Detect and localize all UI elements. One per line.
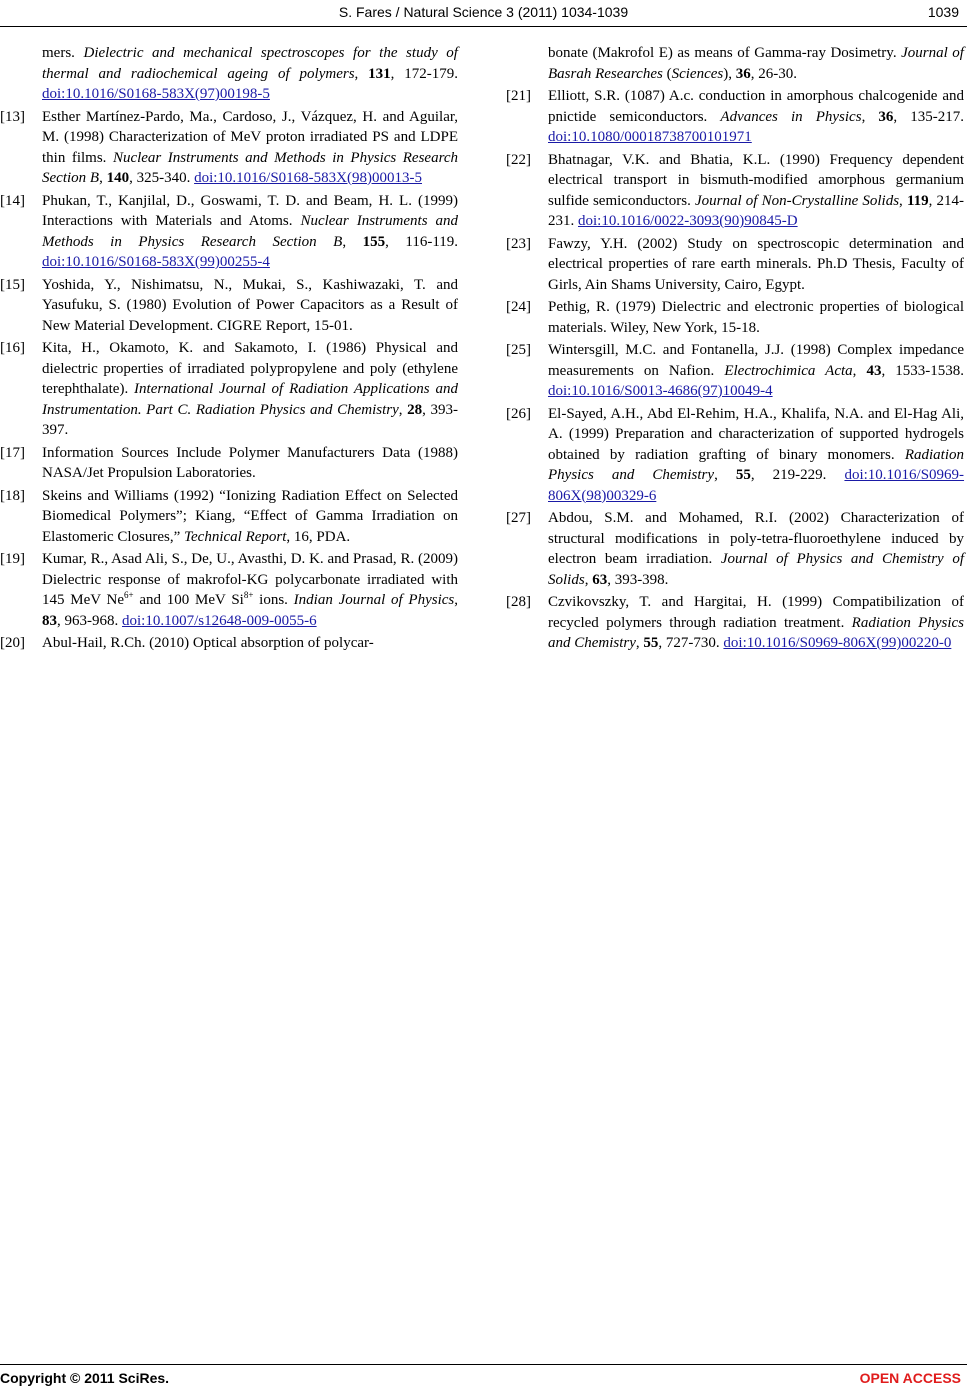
ref-journal-section: Sciences	[671, 65, 724, 82]
ref-authors: Skeins and Williams (1992) “Ionizing Radiation Effect on Selected Biomedical Polymers”; Kiang, “Effect of Gamma Irradiation on Elastomeric Closures,”	[42, 487, 458, 545]
page-footer	[0, 1364, 967, 1389]
ref-text: ,	[342, 233, 363, 250]
ref-pages: , 214-231.	[548, 192, 964, 229]
ref-journal: Technical Report	[184, 528, 287, 545]
ref-volume: 119	[906, 192, 929, 209]
page-number: 1039	[927, 4, 959, 20]
ref-volume: 36	[735, 65, 751, 82]
ref-volume: 36	[878, 108, 894, 125]
copyright-notice: Copyright © 2011 SciRes.	[0, 1370, 170, 1386]
reference-number: [21]	[506, 88, 531, 104]
ref-pages: , 393-398.	[607, 571, 669, 588]
reference-item	[0, 338, 458, 441]
reference-item	[0, 443, 458, 484]
ref-authors: Pethig, R. (1979) Dielectric and electronic properties of biological materials. Wiley, New York, 15-18.	[548, 299, 964, 336]
ref-journal: Journal of Basrah Researches	[548, 45, 964, 82]
reference-number: [18]	[0, 487, 25, 504]
ref-text: ,	[861, 108, 879, 125]
ref-text: mers.	[42, 45, 84, 61]
ref-pages: , 963-968.	[57, 612, 122, 629]
reference-list	[506, 86, 964, 654]
ref-journal: Journal of Non-Crystalline Solids	[694, 192, 900, 209]
ref-text: (	[662, 65, 672, 82]
reference-number: [22]	[506, 151, 531, 168]
doi-link[interactable]: doi:10.1016/S0013-4686(97)10049-4	[548, 383, 773, 399]
ref-authors: Abul-Hail, R.Ch. (2010) Optical absorption of polycar-	[42, 635, 374, 651]
reference-item	[506, 592, 964, 654]
ref-text: ,	[852, 362, 867, 379]
ref-authors: Kita, H., Okamoto, K. and Sakamoto, I. (1986) Physical and dielectric properties of irradiated polypropylene and poly (ethylene terephthalate).	[42, 340, 458, 397]
ref-text: ,	[635, 635, 644, 651]
ref-pages: , 325-340.	[129, 170, 195, 186]
reference-item	[506, 150, 964, 232]
reference-item	[0, 107, 458, 189]
reference-continuation	[0, 43, 458, 105]
ref-text: , 16, PDA.	[286, 528, 351, 545]
ref-text: bonate (Makrofol E) as means of Gamma-ray Dosimetry.	[548, 45, 902, 61]
ref-journal: Nuclear Instruments and Methods in Physics Research Section B	[42, 149, 459, 186]
ref-authors: Abdou, S.M. and Mohamed, R.I. (2002) Characterization of structural modifications in poly-tetra-fluoroethylene induced by electron beam irradiation.	[548, 510, 964, 567]
ref-journal: Radiation Physics and Chemistry	[548, 614, 964, 651]
ref-volume: 63	[592, 571, 608, 588]
ref-pages: , 172-179.	[390, 65, 459, 82]
doi-link[interactable]: doi:10.1016/S0969-806X(98)00329-6	[548, 467, 965, 504]
reference-number: [25]	[506, 342, 531, 358]
doi-link[interactable]: doi:10.1016/S0969-806X(99)00220-0	[723, 635, 952, 651]
ref-volume: 28	[407, 401, 423, 418]
reference-item	[506, 340, 964, 402]
ref-authors: Elliott, S.R. (1087) A.c. conduction in amorphous chalcogenide and pnictide semiconductors.	[548, 88, 964, 125]
reference-number: [20]	[0, 635, 25, 651]
reference-number: [27]	[506, 510, 531, 526]
reference-item	[506, 234, 964, 296]
superscript: 8+	[243, 590, 254, 600]
reference-list	[0, 107, 458, 548]
doi-link[interactable]: doi:10.1016/S0168-583X(99)00255-4	[42, 254, 270, 270]
ref-volume: 131	[368, 65, 391, 82]
ref-authors: Esther Martínez-Pardo, Ma., Cardoso, J., Vázquez, H. and Aguilar, M. (1998) Characterization of MeV proton irradiated PS and LDPE thin films.	[42, 108, 458, 166]
ref-pages: , 26-30.	[750, 65, 797, 82]
ref-volume: 55	[735, 467, 751, 483]
reference-number: [28]	[506, 594, 531, 610]
ref-journal: Electrochimica Acta	[724, 362, 853, 379]
ref-authors: Wintersgill, M.C. and Fontanella, J.J. (1998) Complex impedance measurements on Nafion.	[548, 342, 964, 379]
reference-item	[0, 633, 458, 654]
ref-authors: Fawzy, Y.H. (2002) Study on spectroscopic determination and electrical properties of rare earth minerals. Ph.D Thesis, Faculty of Girls, Ain Shams University, Cairo, Egypt.	[548, 235, 964, 293]
reference-number: [23]	[506, 235, 531, 252]
ref-authors: Czvikovszky, T. and Hargitai, H. (1999) Compatibilization of recycled polymers through radiation treatment.	[548, 594, 964, 631]
reference-item	[0, 549, 458, 631]
reference-continuation	[506, 43, 964, 84]
ref-title-italic: Dielectric and mechanical spectroscopes for the study of thermal and radiochemical ageing of polymers	[42, 45, 458, 82]
ref-authors: Yoshida, Y., Nishimatsu, N., Mukai, S., Kashiwazaki, T. and Yasufuku, S. (1980) Evolution of Power Capacitors as a Result of New Material Development. CIGRE Report, 15-01.	[42, 276, 458, 334]
ref-journal: Radiation Physics and Chemistry	[548, 446, 964, 483]
reference-number: [15]	[0, 276, 25, 293]
ref-authors: Information Sources Include Polymer Manufacturers Data (1988) NASA/Jet Propulsion Laboratories.	[42, 444, 458, 481]
doi-link[interactable]: doi:10.1016/0022-3093(90)90845-D	[578, 213, 798, 229]
reference-item	[506, 508, 964, 590]
ref-text: ,	[398, 401, 408, 418]
ref-text: ),	[723, 65, 736, 82]
running-title: S. Fares / Natural Science 3 (2011) 1034-1039	[338, 4, 629, 20]
reference-number: [24]	[506, 299, 531, 315]
reference-item	[506, 297, 964, 338]
ref-text: ,	[899, 192, 907, 209]
reference-number: [17]	[0, 444, 25, 461]
ref-volume: 83	[42, 612, 57, 629]
left-column	[0, 43, 458, 656]
ref-journal: Journal of Physics and Chemistry of Solids	[548, 551, 964, 588]
ref-authors: Phukan, T., Kanjilal, D., Goswami, T. D. and Beam, H. L. (1999) Interactions with Materials and Atoms.	[42, 192, 458, 229]
ref-pages: , 116-119.	[385, 233, 459, 250]
reference-item	[0, 275, 458, 337]
ref-text: ions.	[253, 592, 294, 608]
doi-link[interactable]: doi:10.1016/S0168-583X(97)00198-5	[42, 86, 270, 102]
ref-text: ,	[99, 170, 107, 186]
reference-number: [26]	[506, 405, 531, 422]
reference-number: [13]	[0, 108, 25, 125]
reference-item	[0, 486, 458, 548]
ref-volume: 140	[106, 170, 130, 186]
ref-pages: , 393-397.	[42, 401, 459, 438]
ref-text: ,	[454, 592, 458, 608]
ref-text: and 100 MeV Si	[133, 592, 244, 608]
reference-item	[0, 191, 458, 273]
ref-journal: International Journal of Radiation Applications and Instrumentation. Part C. Radiation Physics and Chemistry	[42, 381, 458, 418]
ref-text: ,	[714, 467, 736, 483]
reference-item	[506, 86, 964, 148]
ref-text: ,	[354, 65, 369, 82]
open-access-label: OPEN ACCESS	[859, 1370, 961, 1386]
ref-pages: , 727-730.	[658, 635, 724, 651]
ref-authors: Bhatnagar, V.K. and Bhatia, K.L. (1990) Frequency dependent electrical transport in bismuth-modified amorphous germanium sulfide semiconductors.	[548, 151, 964, 209]
ref-pages: , 1533-1538.	[881, 362, 965, 379]
ref-text: ,	[584, 571, 593, 588]
ref-volume: 155	[362, 233, 386, 250]
doi-link[interactable]: doi:10.1080/00018738700101971	[548, 129, 752, 145]
reference-number: [19]	[0, 551, 25, 567]
ref-volume: 55	[643, 635, 659, 651]
ref-volume: 43	[866, 362, 882, 379]
ref-authors: Kumar, R., Asad Ali, S., De, U., Avasthi, D. K. and Prasad, R. (2009) Dielectric response of makrofol-KG polycarbonate irradiated with 145 MeV Ne	[42, 551, 458, 608]
ref-journal: Indian Journal of Physics	[293, 592, 455, 608]
ref-pages: , 219-229.	[750, 467, 845, 483]
doi-link[interactable]: doi:10.1016/S0168-583X(98)00013-5	[194, 170, 422, 186]
ref-pages: , 135-217.	[893, 108, 964, 125]
reference-number: [14]	[0, 192, 25, 209]
right-column	[506, 43, 964, 656]
ref-authors: El-Sayed, A.H., Abd El-Rehim, H.A., Khalifa, N.A. and El-Hag Ali, A. (1999) Preparation and characterization of supported hydrogels obtained by radiation grafting of binary monomers.	[548, 405, 964, 463]
running-header	[0, 0, 967, 27]
superscript: 6+	[124, 590, 134, 600]
ref-journal: Nuclear Instruments and Methods in Physics Research Section B	[42, 213, 458, 250]
doi-link[interactable]: doi:10.1007/s12648-009-0055-6	[122, 612, 317, 629]
ref-journal: Advances in Physics	[720, 108, 862, 125]
reference-number: [16]	[0, 340, 25, 356]
reference-item	[506, 404, 964, 507]
